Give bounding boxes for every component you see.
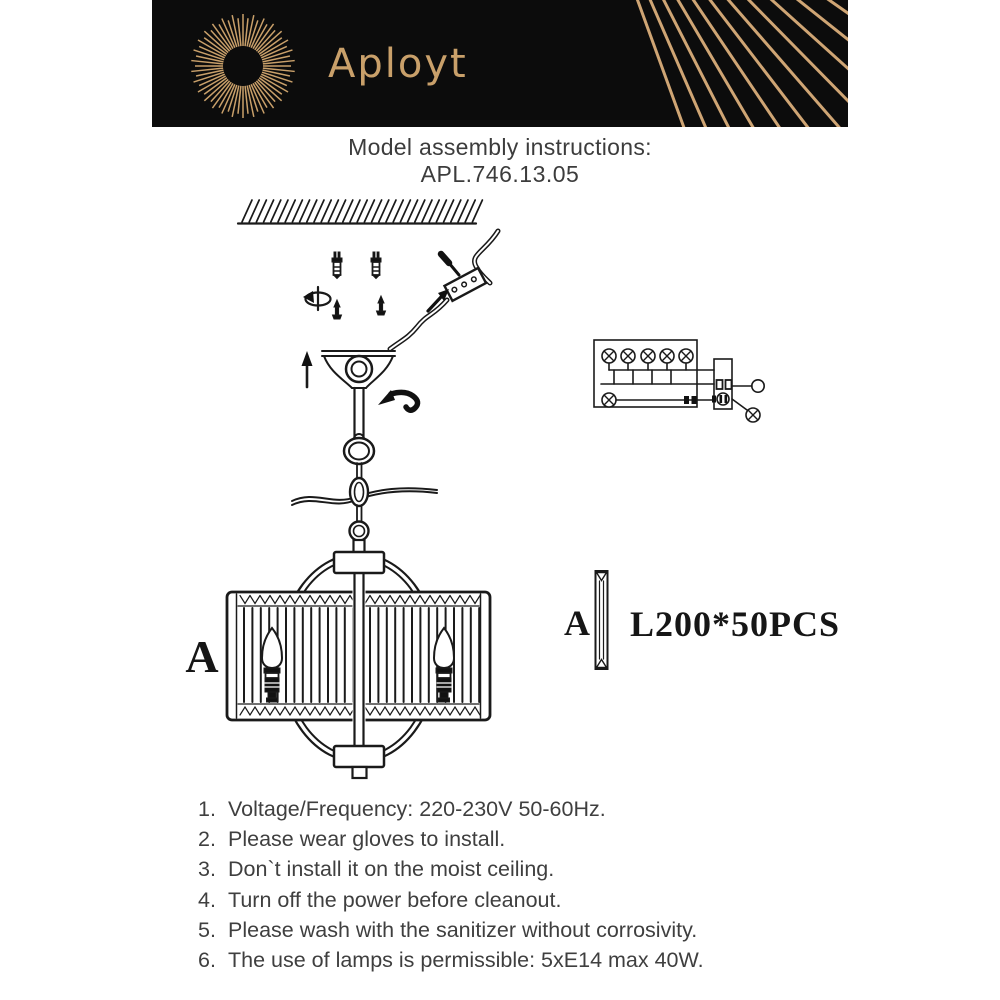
instruction-list (198, 794, 704, 975)
candle-bulb (434, 628, 454, 702)
center-column (353, 573, 366, 746)
crystal-legend (596, 571, 608, 669)
anchor-dowels (332, 252, 381, 279)
chandelier-body (227, 522, 490, 779)
ceiling-canopy (322, 351, 395, 388)
legend-part-label: A (564, 603, 590, 643)
wire-connector (390, 231, 498, 349)
candle-bulb (262, 628, 282, 702)
screws (333, 296, 386, 319)
instruction-item: 3. Don`t install it on the moist ceiling. (198, 857, 555, 882)
legend-spec: L200*50PCS (630, 604, 841, 644)
wiring-diagram (594, 340, 764, 422)
rotation-symbol-icon (303, 287, 331, 310)
up-arrow-icon (302, 351, 313, 387)
instruction-item: 2. Please wear gloves to install. (198, 827, 506, 852)
instruction-item: 6. The use of lamps is permissible: 5xE14 max 40W. (198, 948, 704, 973)
brand-name: Aployt (328, 40, 468, 87)
instruction-item: 1. Voltage/Frequency: 220-230V 50-60Hz. (198, 797, 606, 821)
ceiling-hatch (242, 200, 482, 222)
model-number: APL.746.13.05 (420, 161, 580, 187)
instruction-item: 4. Turn off the power before cleanout. (198, 887, 562, 912)
hook-icon (378, 390, 418, 410)
part-label-a: A (185, 631, 219, 682)
sheet-title: Model assembly instructions: (348, 134, 652, 160)
instruction-item: 5. Please wash with the sanitizer without corrosivity. (198, 917, 698, 942)
